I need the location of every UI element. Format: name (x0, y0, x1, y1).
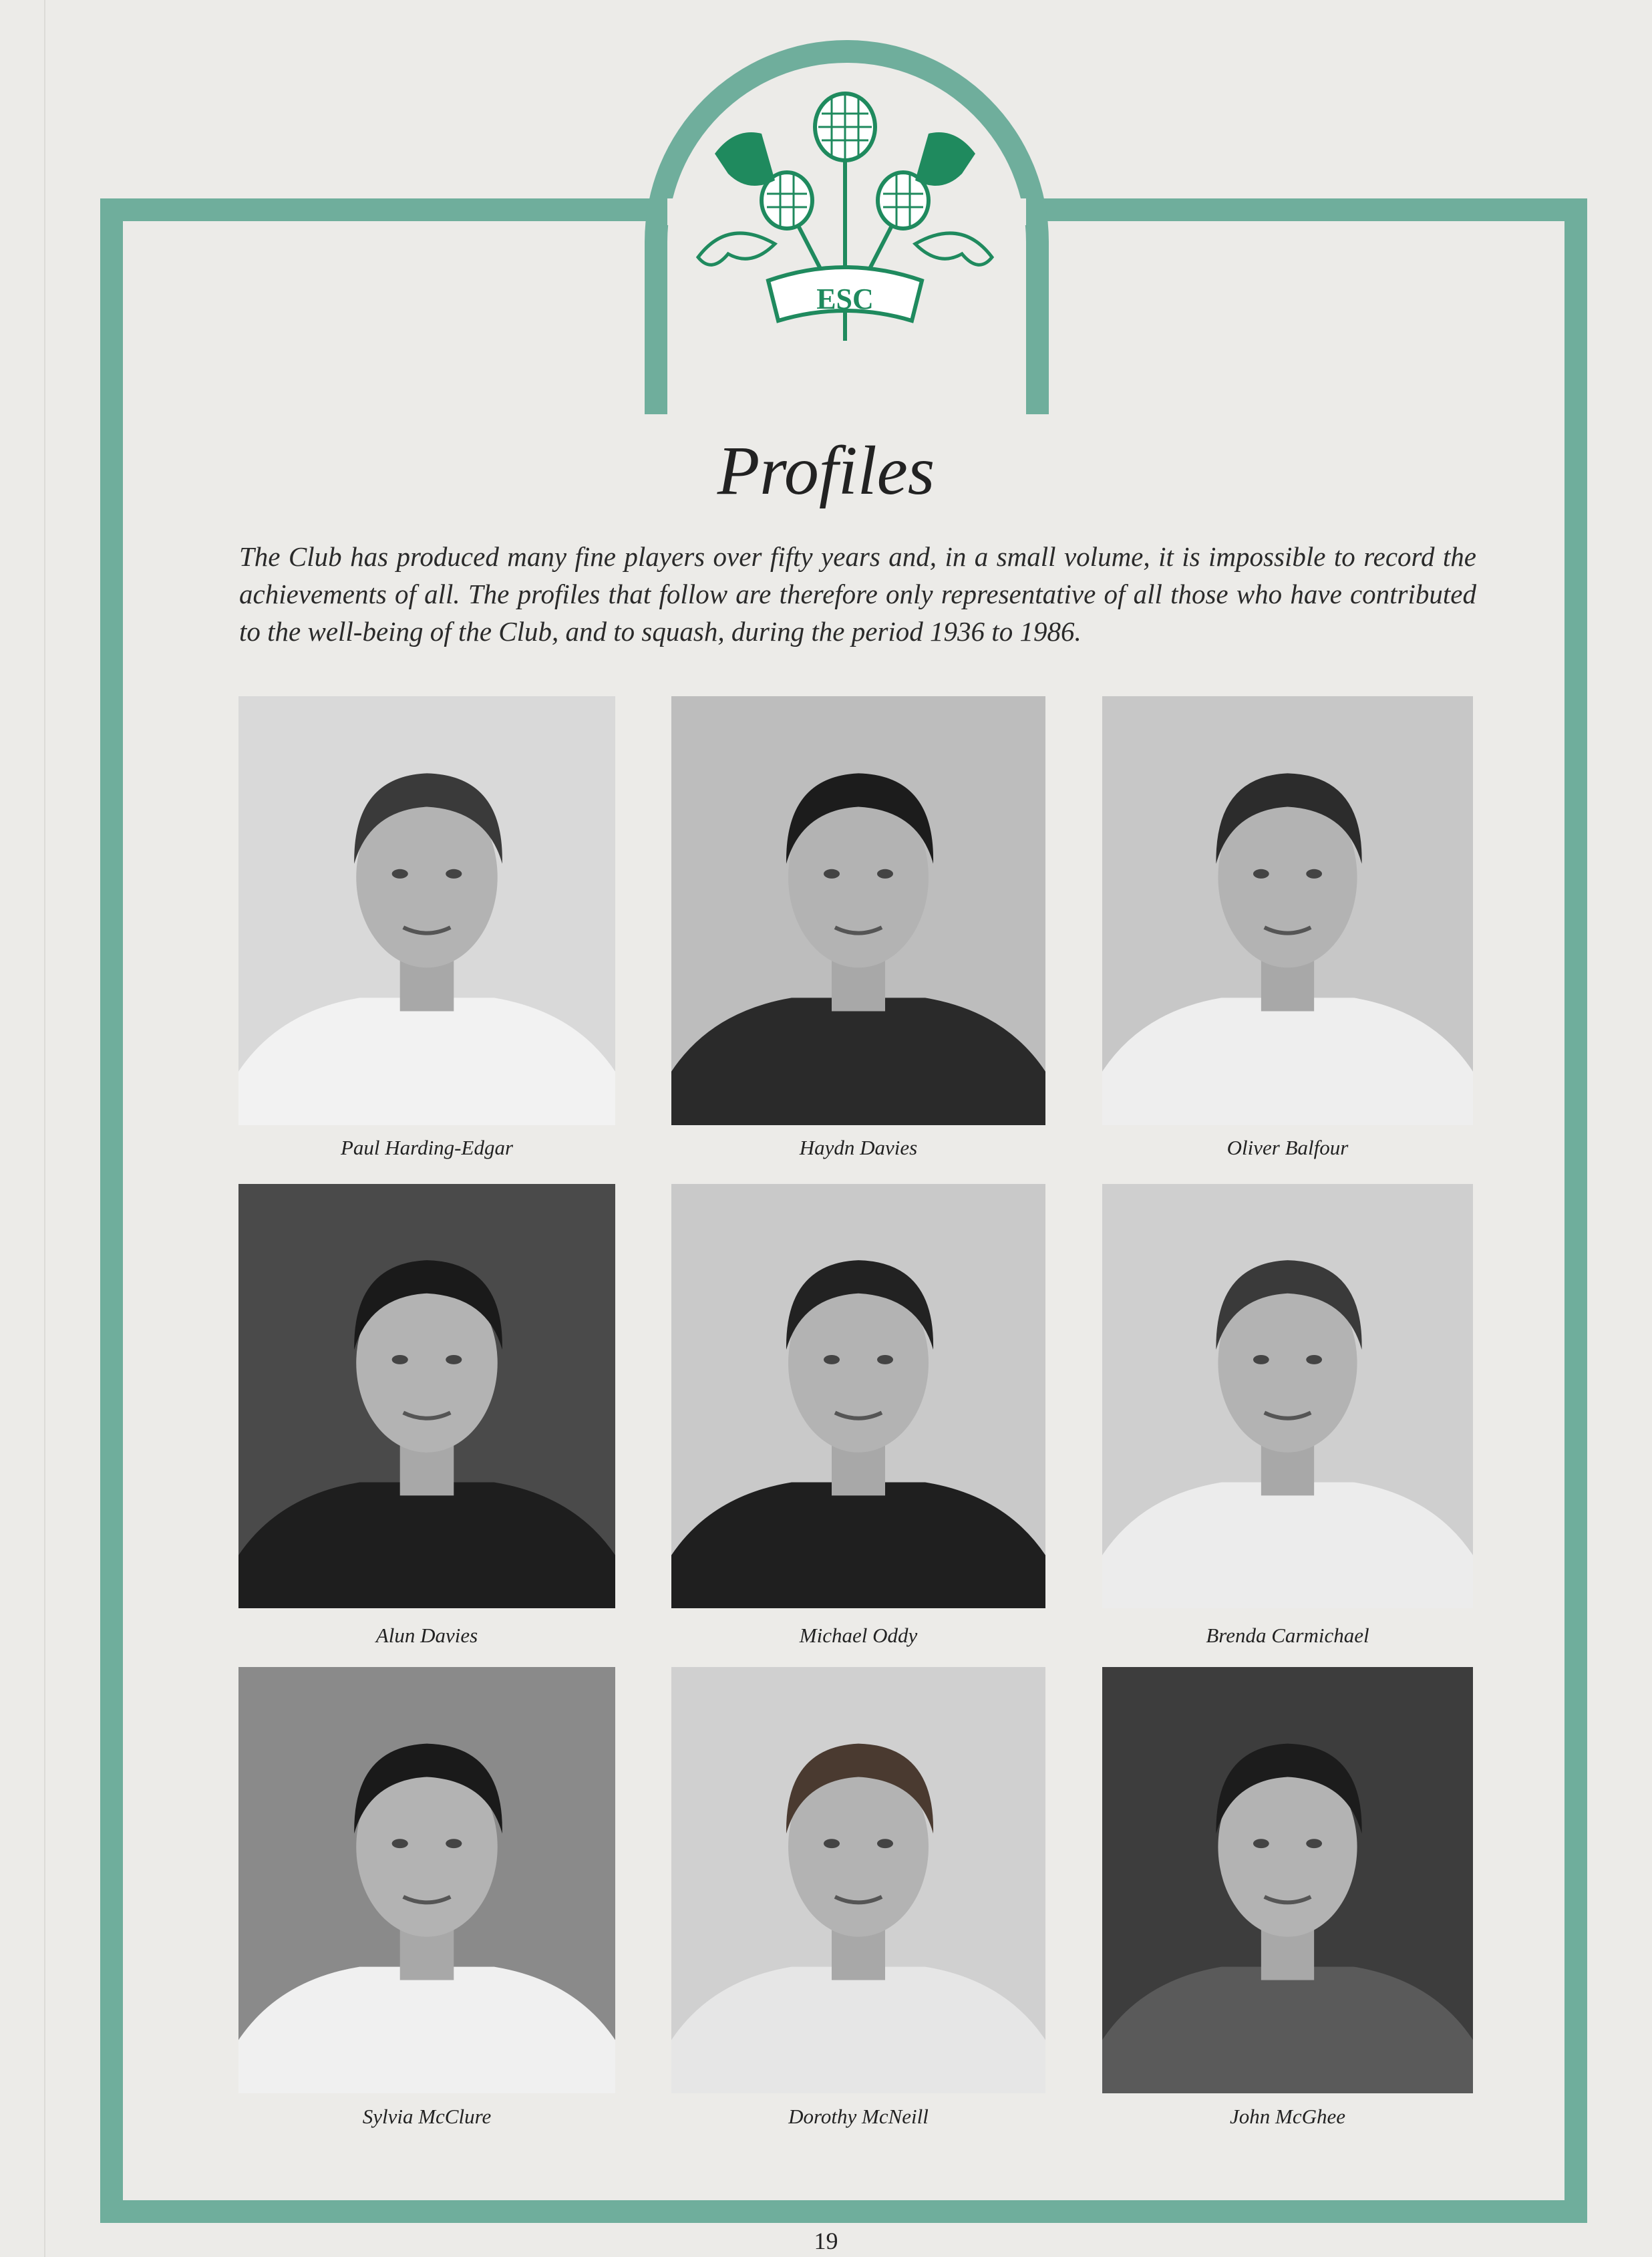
profile-photo (1102, 1667, 1473, 2093)
profile-caption: Paul Harding-Edgar (340, 1136, 514, 1159)
profile-caption: Oliver Balfour (1226, 1136, 1349, 1159)
profile-photo (671, 1184, 1045, 1608)
page-title: Profiles (717, 432, 935, 509)
profile-photo (671, 696, 1045, 1125)
svg-text:ESC: ESC (816, 283, 874, 315)
profile-photo (238, 1184, 615, 1608)
profile-photo (1102, 1184, 1473, 1608)
profile-photo (671, 1667, 1045, 2093)
profile-caption: Haydn Davies (799, 1136, 918, 1159)
profile-photo (1102, 696, 1473, 1125)
profile-caption: Alun Davies (375, 1624, 478, 1647)
profile-caption: Brenda Carmichael (1206, 1624, 1369, 1647)
profile-photo (238, 1667, 615, 2093)
profile-caption: Sylvia McClure (362, 2105, 492, 2128)
club-crest-icon (688, 87, 1002, 347)
profile-caption: John McGhee (1230, 2105, 1345, 2128)
page-number: 19 (814, 2228, 838, 2254)
page-edge (44, 0, 45, 2257)
profile-photo (238, 696, 615, 1125)
profile-caption: Dorothy McNeill (788, 2105, 929, 2128)
intro-paragraph: The Club has produced many fine players over fifty years and, in a small volume, it is impossible to record the achievements of all. The profiles that follow are therefore only representative of all those who have contributed to the well-being of the Club, and to squash, during the period 1936 to 1986. (239, 541, 1476, 647)
profile-caption: Michael Oddy (799, 1624, 918, 1647)
